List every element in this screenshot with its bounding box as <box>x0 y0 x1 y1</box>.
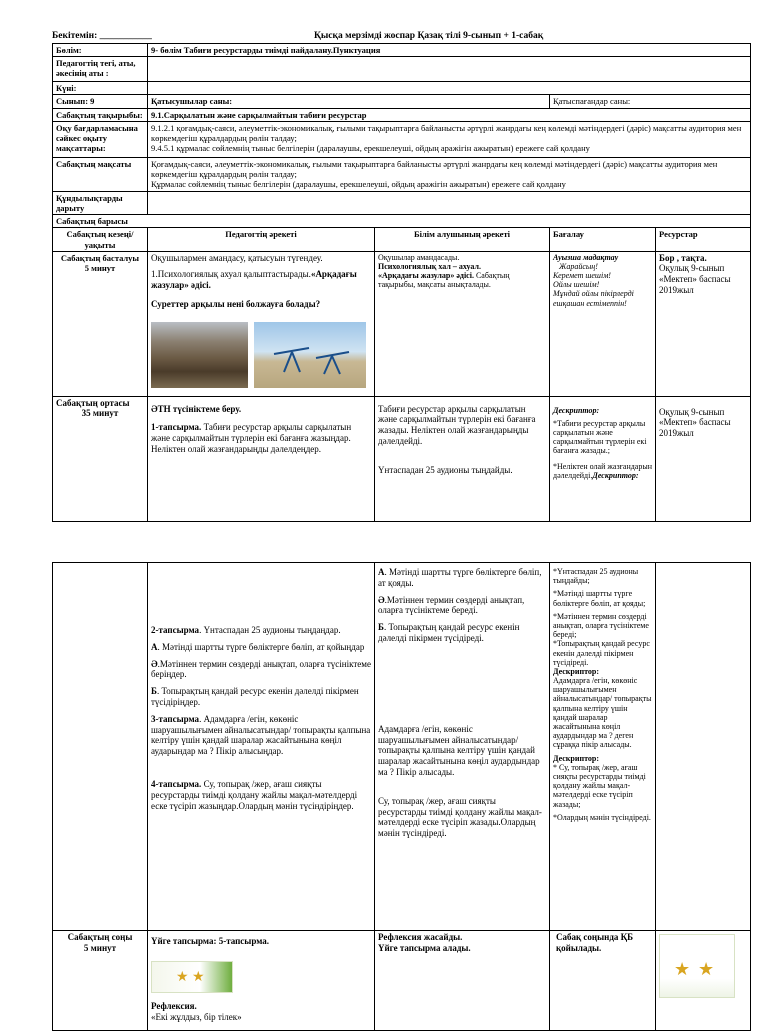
col-teacher-header: Педагогтің әрекеті <box>148 228 375 251</box>
end-student-1: Рефлексия жасайды. <box>378 932 463 942</box>
end-student <box>375 931 550 1031</box>
start-assess-5: Мұндай ойлы пікірлерді ешқашан естімеппін! <box>553 289 634 308</box>
day-value <box>148 82 751 95</box>
day-label: Күні: <box>53 82 148 95</box>
p2-assess-5-title: Дескриптор: <box>553 666 600 676</box>
p2-stage <box>53 563 148 931</box>
col-student-header: Білім алушының әрекеті <box>375 228 550 251</box>
lesson-plan-table-page1 <box>52 43 751 522</box>
goal-1: Қоғамдық-саяси, әлеуметтік-экономикалық, ғылыми тақырыптарға байланысты әртүрлі жанрдағы кең көлемді мәтіндердегі (дәріс) мақсатты аудитория мен көркемдегіш құралдардың рөлін талдау; <box>151 158 718 179</box>
p2-assess-6-title: Дескриптор: <box>553 753 600 763</box>
start-assessment <box>550 251 656 396</box>
middle-teacher <box>148 396 375 521</box>
start-stage <box>53 251 148 396</box>
section-label: Бөлім: <box>53 44 148 57</box>
quarry-photo <box>151 322 248 388</box>
document-header <box>52 31 752 43</box>
present-label: Қатысушылар саны: <box>148 95 550 108</box>
p2-student-a: А. Мәтінді шартты түрге бөліктерге бөліп, ат қояды. <box>378 567 542 588</box>
middle-stage <box>53 396 148 521</box>
p2-student-3: Адамдарға /егін, көкөніс шаруашылығымен айналысатындар/ топырақты қалпына келтіру үшін қандай шаралар жасайтынына көңіл аудардындар ма ? Пікір алысады. <box>378 723 540 777</box>
goal-label: Сабақтың мақсаты <box>53 157 148 191</box>
col-stage-header: Сабақтың кезеңі/ уақыты <box>53 228 148 251</box>
start-assess-4: Ойлы шешім! <box>553 280 600 290</box>
values-value <box>148 191 751 214</box>
task2-b: Б. Топырақтың қандай ресурс екенін дәлелді пікірмен түсідіріңдер. <box>151 686 359 707</box>
end-teacher-1: Үйге тапсырма: 5-тапсырма. <box>151 936 270 946</box>
photo-row <box>151 322 371 388</box>
start-assess-2: Жарайсың! <box>559 261 598 271</box>
end-teacher-3: «Екі жұлдыз, бір тілек» <box>151 1011 242 1022</box>
middle-assess-3: *Неліктен олай жазғандарын дәлелдейді.Дескриптор: <box>553 461 652 480</box>
middle-resource-1: Оқулық 9-сынып «Мектеп» баспасы 2019жыл <box>659 406 731 439</box>
reflection-stars-image: ★ ★ <box>659 934 735 998</box>
teacher-name-label: Педагогтің тегі, аты, әкесінің аты : <box>53 57 148 82</box>
end-stage-time: 5 минут <box>83 942 117 953</box>
end-teacher <box>148 931 375 1031</box>
middle-stage-time: 35 минут <box>81 408 119 419</box>
objectives-value <box>148 121 751 157</box>
objective-1: 9.1.2.1 қоғамдық-саяси, әлеуметтік-экономикалық, ғылыми тақырыптарға байланысты әртүрлі жанрдағы кең көлемді мәтіндердегі (дәріс) мақсатты аудитория мен көркемдегіш құралдардың рөлін талдау; <box>151 122 742 143</box>
start-teacher-2b: «Арқадағы жазулар» әдісі. <box>151 269 357 291</box>
objective-2: 9.4.5.1 құрмалас сөйлемнің тыныс белгілерін (даралаушы, ерекшелеуші, ойдың аражігін ажыратын) ережеге сай қолдану <box>151 143 590 154</box>
middle-stage-label: Сабақтың ортасы <box>56 397 130 408</box>
start-resource-2: Оқулық 9-сынып «Мектеп» баспасы 2019жыл <box>659 263 731 296</box>
teacher-name-value <box>148 57 751 82</box>
p2-teacher <box>148 563 375 931</box>
p2-resource <box>656 563 751 931</box>
p2-student-b: Б. Топырақтың қандай ресурс екенін дәлелді пікірмен түсідіреді. <box>378 622 520 643</box>
start-assess-3: Керемет шешім! <box>553 271 611 281</box>
middle-resource <box>656 396 751 521</box>
p2-assess-2: *Мәтінді шартты түрге бөліктерге бөліп, ат қояды; <box>553 589 646 608</box>
start-stage-time: 5 минут <box>84 262 116 273</box>
plan-title: Қысқа мерзімді жоспар Қазақ тілі 9-сынып + 1-сабақ <box>314 31 544 41</box>
start-teacher-1: Оқушылармен амандасу, қатысуын түгендеу. <box>151 252 323 263</box>
middle-teacher-1: ӘТН түсініктеме беру. <box>151 403 242 414</box>
end-stage-label: Сабақтың соңы <box>67 932 133 942</box>
p2-assess-5: Адамдарға /егін, көкөніс шаруашылығымен айналысатындар/ топырақты қалпына келтіру үшін қандай шаралар жасайтынына көңіл аудардындар ма ? деген сұраққа пікір алысады. <box>553 676 652 750</box>
goal-value <box>148 157 751 191</box>
goal-2: Құрмалас сөйлемнің тыныс белгілерін (даралаушы, ерекшелеуші, ойдың аражігін ажыратын) ережеге сай қолдану <box>151 179 566 190</box>
homework-slide-image: ★ ★ <box>151 961 233 993</box>
class-label: Сынып: 9 <box>53 95 148 108</box>
lesson-plan-table-page2 <box>52 562 751 1031</box>
start-student-1: Оқушылар амандасады. <box>378 252 460 262</box>
end-resource <box>656 931 751 1031</box>
approved-line: Бекітемін: ___________ <box>52 31 152 41</box>
middle-student-2: Үнтаспадан 25 аудионы тыңдайды. <box>378 464 513 475</box>
p2-student-ae: Ә.Мәтіннен термин сөздерді анықтап, оларға түсініктеме береді. <box>378 594 525 616</box>
task2: 2-тапсырма. Үнтаспадан 25 аудионы тыңдаңдар. <box>151 625 341 635</box>
progress-label: Сабақтың барысы <box>53 215 751 228</box>
p2-assess-7: * Су, топырақ /жер, ағаш сияқты ресурстарды тиімді қолдану жайлы мақал-мәтелдерді еске түсіріп жазады; <box>553 762 646 809</box>
end-student-2: Үйге тапсырма алады. <box>378 942 471 953</box>
start-teacher-3: Суреттер арқылы нені болжауға болады? <box>151 299 321 310</box>
start-resource-1: Бор , тақта. <box>659 252 707 263</box>
end-assessment <box>550 931 656 1031</box>
start-student-2: Психологиялық хал – ахуал. <box>378 261 481 271</box>
values-label: Құндылықтарды дарыту <box>53 191 148 214</box>
start-resource <box>656 251 751 396</box>
middle-assessment <box>550 396 656 521</box>
oil-pump-photo <box>254 322 366 388</box>
task3: 3-тапсырма. Адамдарға /егін, көкөніс шаруашылығымен айналысатындар/ топырақты қалпына келтіру үшін қандай шаралар жасайтынына көңіл аударындар ма ? Пікір алысыңдар. <box>151 713 371 757</box>
topic-value: 9.1.Сарқылатын және сарқылмайтын табиғи ресурстар <box>148 108 751 121</box>
col-assessment-header: Бағалау <box>550 228 656 251</box>
task4: 4-тапсырма. Су, топырақ /жер, ағаш сияқты ресурстарды тиімді қолдану жайлы мақал-мәтелдерді еске түсіріп жазыңдар.Олардың мәнін түсіндіріңдер. <box>151 778 358 811</box>
p2-assess-4: *Топырақтың қандай ресурс екенін дәлелді пікірмен түсідіреді. <box>553 639 650 667</box>
middle-assess-1: Дескриптор: <box>553 405 600 415</box>
start-assess-1: Ауызша мадақтау <box>553 252 619 262</box>
end-assess-1: Сабақ соңында ҚБ қойылады. <box>556 932 634 953</box>
start-teacher-2: 1.Психологиялық ахуал қалыптастырады.«Арқадағы жазулар» әдісі. <box>151 269 357 291</box>
start-stage-label: Сабақтың басталуы <box>60 252 140 263</box>
middle-teacher-2: 1-тапсырма. Табиғи ресурстар арқылы сарқылатын және сарқылмайтын түрлерін екі бағанға жазыңдар. Неліктен олай жазғандарыңды дәлелдеңдер. <box>151 422 352 455</box>
task2-ae: Ә.Мәтіннен термин сөздерді анықтап, оларға түсініктеме беріңдер. <box>151 658 371 680</box>
col-resource-header: Ресурстар <box>656 228 751 251</box>
start-student <box>375 251 550 396</box>
section-value: 9- бөлім Табиғи ресурстарды тиімді пайдалану.Пунктуация <box>148 44 751 57</box>
middle-assess-2: *Табиғи ресурстар арқылы сарқылатын және сарқылмайтын түрлерін екі бағанға жазады.; <box>553 418 647 456</box>
absent-label: Қатыспағандар саны: <box>550 95 751 108</box>
topic-label: Сабақтың тақырыбы: <box>53 108 148 121</box>
p2-assess-1: *Үнтаспадан 25 аудионы тыңдайды; <box>553 567 639 586</box>
middle-student <box>375 396 550 521</box>
objectives-label: Оқу бағдарламасына сәйкес оқыту мақсаттары: <box>53 121 148 157</box>
middle-student-1: Табиғи ресурстар арқылы сарқылатын және сарқылмайтын түрлерін екі бағанға жазады. Неліктен олай жазғандарыңды дәлелдейді. <box>378 403 536 447</box>
p2-assess-8: *Олардың мәнін түсіндіреді. <box>553 812 651 822</box>
p2-assess-3: *Мәтіннен термин сөздерді анықтап, оларға түсініктеме береді; <box>553 611 649 640</box>
end-teacher-2: Рефлексия. <box>151 1000 197 1011</box>
start-student-3-4: «Арқадағы жазулар» әдісі. Сабақтың тақырыбы, мақсаты анықталады. <box>378 271 510 290</box>
p2-student <box>375 563 550 931</box>
p2-assessment <box>550 563 656 931</box>
end-stage <box>53 931 148 1031</box>
p2-student-4: Су, топырақ /жер, ағаш сияқты ресурстарды тиімді қолдану жайлы мақал-мәтелдерді еске түсіріп жазады.Олардың мәнін түсіндіреді. <box>378 795 542 839</box>
start-teacher <box>148 251 375 396</box>
task2-a: А. Мәтінді шартты түрге бөліктерге бөліп, ат қойыңдар <box>151 641 365 652</box>
